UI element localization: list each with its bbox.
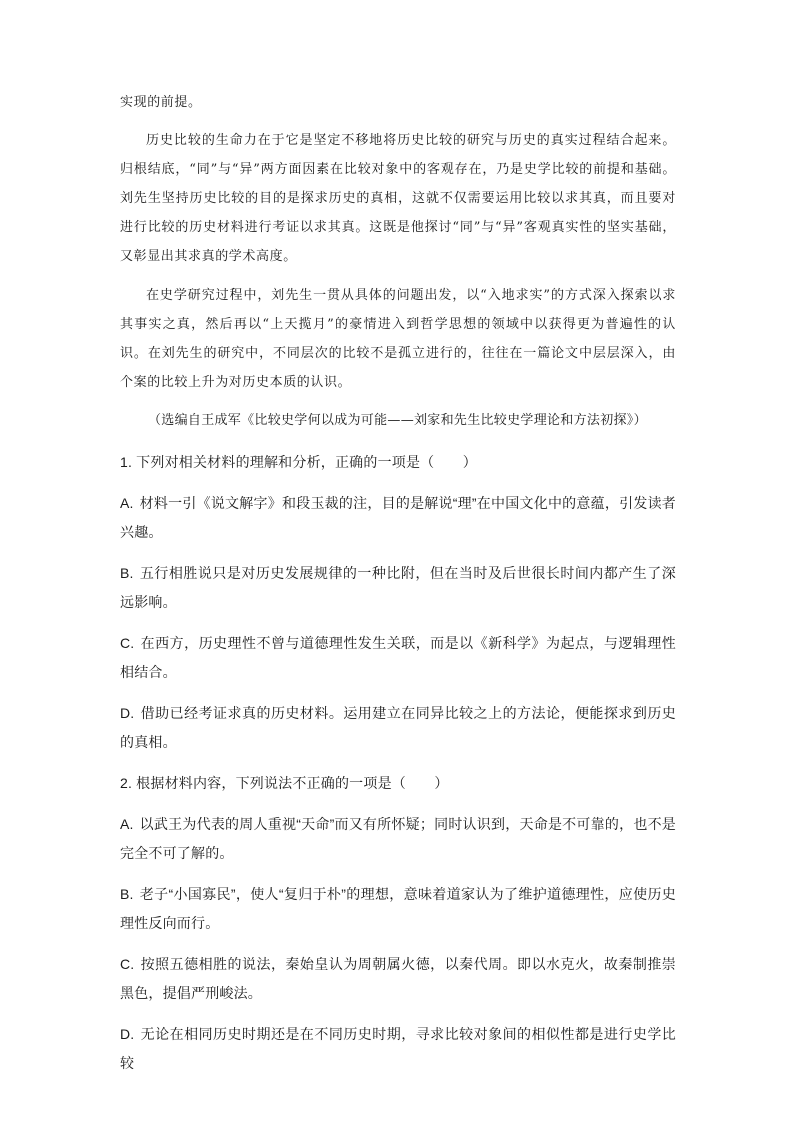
- question-2-stem: 2. 根据材料内容，下列说法不正确的一项是（ ）: [120, 775, 449, 791]
- question-2: [120, 769, 676, 1078]
- question-1-option-c[interactable]: [120, 629, 676, 687]
- question-1-stem: 1. 下列对相关材料的理解和分析，正确的一项是（ ）: [120, 454, 477, 470]
- option-letter: D.: [120, 1026, 135, 1042]
- option-text: 在西方，历史理性不曾与道德理性发生关联，而是以《新科学》为起点，与逻辑理性相结合。: [120, 635, 676, 680]
- question-1-option-a[interactable]: [120, 489, 676, 547]
- option-text: 借助已经考证求真的历史材料。运用建立在同异比较之上的方法论，便能探求到历史的真相。: [120, 705, 676, 750]
- option-letter: C.: [120, 956, 135, 972]
- question-2-option-a[interactable]: [120, 810, 676, 868]
- question-2-option-b[interactable]: [120, 880, 676, 938]
- option-text: 以武王为代表的周人重视“天命”而又有所怀疑；同时认识到，天命是不可靠的，也不是完全不可了解的。: [120, 816, 676, 861]
- question-2-option-c[interactable]: [120, 950, 676, 1008]
- question-1-option-b[interactable]: [120, 559, 676, 617]
- question-2-option-d[interactable]: [120, 1020, 676, 1078]
- passage-source-citation: （选编自王成军《比较史学何以成为可能——刘家和先生比较史学理论和方法初探》）: [148, 413, 647, 428]
- option-letter: B.: [120, 886, 134, 902]
- passage-paragraph-3: 在史学研究过程中，刘先生一贯从具体的问题出发，以“入地求实”的方式深入探索以求其事实之真，然后再以“上天揽月”的豪情进入到哲学思想的领域中以获得更为普遍性的认识。在刘先生的研究中，不同层次的比较不是孤立进行的，往往在一篇论文中层层深入，由个案的比较上升为对历史本质的认识。: [120, 288, 676, 390]
- option-letter: D.: [120, 705, 135, 721]
- option-letter: C.: [120, 635, 135, 651]
- option-text: 老子“小国寡民”，使人“复归于朴”的理想，意味着道家认为了维护道德理性，应使历史理性反向而行。: [120, 886, 676, 931]
- option-letter: A.: [120, 495, 134, 511]
- option-text: 无论在相同历史时期还是在不同历史时期，寻求比较对象间的相似性都是进行史学比较: [120, 1026, 676, 1071]
- document-page: [120, 88, 676, 1090]
- option-text: 五行相胜说只是对历史发展规律的一种比附，但在当时及后世很长时间内都产生了深远影响。: [120, 565, 676, 610]
- passage-paragraph-2: 历史比较的生命力在于它是坚定不移地将历史比较的研究与历史的真实过程结合起来。归根结底，“同”与“异”两方面因素在比较对象中的客观存在，乃是史学比较的前提和基础。刘先生坚持历史比较的目的是探求历史的真相，这就不仅需要运用比较以求其真，而且要对进行比较的历史材料进行考证以求其真。这既是他探讨“同”与“异”客观真实性的坚实基础，又彰显出其求真的学术高度。: [120, 133, 676, 264]
- question-1: [120, 448, 676, 757]
- option-text: 材料一引《说文解字》和段玉裁的注，目的是解说“理”在中国文化中的意蕴，引发读者兴趣。: [120, 495, 676, 540]
- option-letter: A.: [120, 816, 134, 832]
- passage-paragraph-1: 实现的前提。: [120, 95, 202, 110]
- option-letter: B.: [120, 565, 134, 581]
- question-1-option-d[interactable]: [120, 699, 676, 757]
- option-text: 按照五德相胜的说法，秦始皇认为周朝属火德，以秦代周。即以水克火，故秦制推崇黑色，提倡严刑峻法。: [120, 956, 676, 1001]
